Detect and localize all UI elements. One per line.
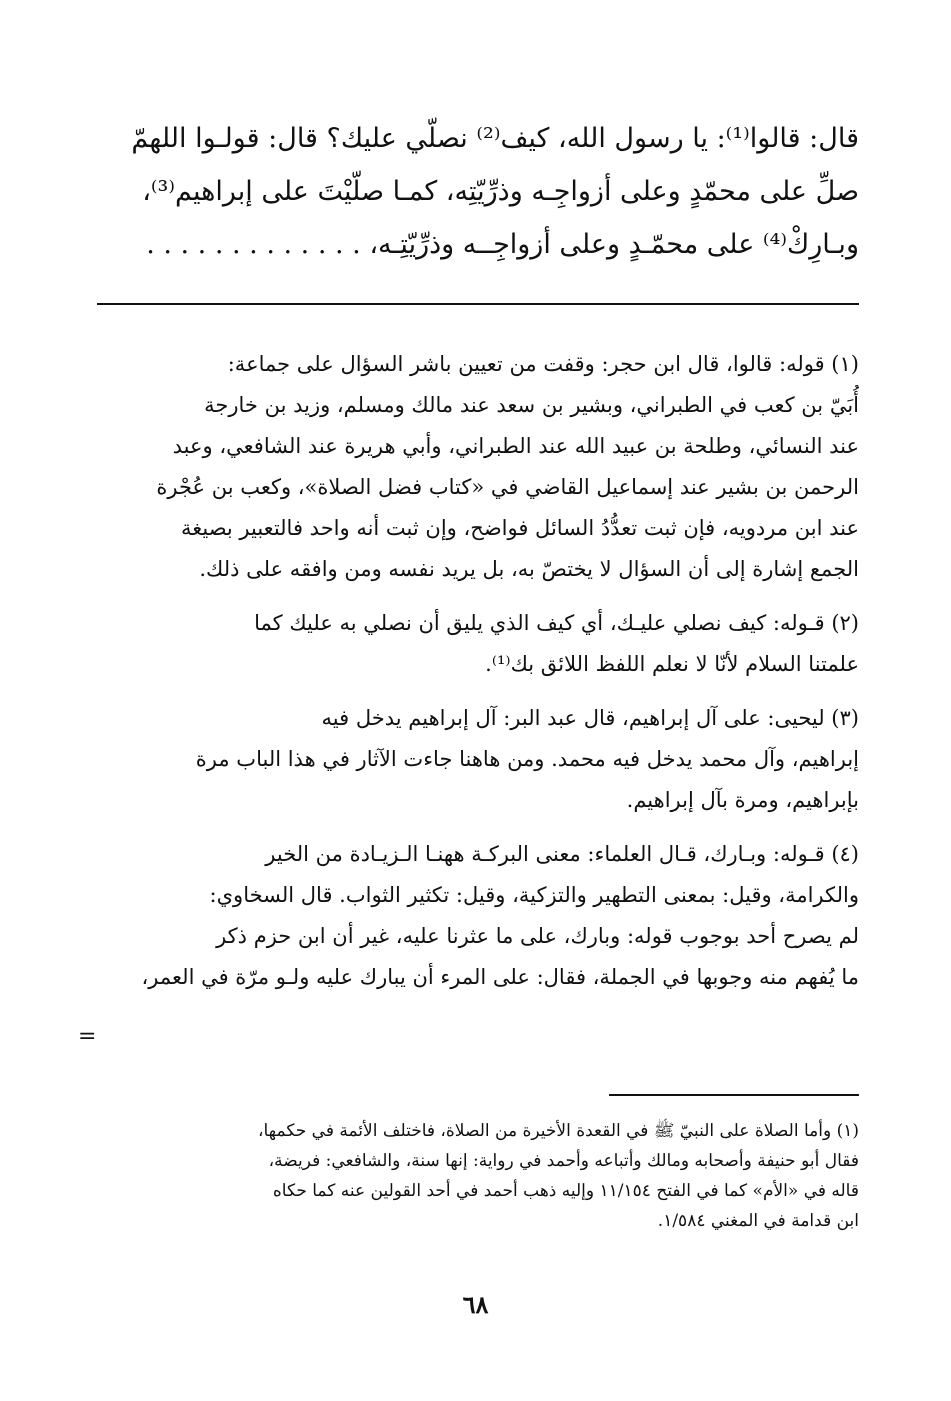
text-line: ما يُفهم منه وجوبها في الجملة، فقال: على المرء أن يبارك عليه ولـو مرّة في العمر، bbox=[141, 965, 859, 989]
text-line: أُبَيّ بن كعب في الطبراني، وبشير بن سعد عند مالك ومسلم، وزيد بن خارجة bbox=[204, 393, 859, 417]
text-line: (٣) ليحيى: على آل إبراهيم، قال عبد البر: آل إبراهيم يدخل فيه bbox=[321, 706, 859, 730]
commentary-note-2 bbox=[104, 603, 859, 685]
text-line: علمتنا السلام لأنّا لا نعلم اللفظ اللائق بك⁽¹⁾. bbox=[485, 652, 859, 676]
text-line: إبراهيم، وآل محمد يدخل فيه محمد. ومن هاهنا جاءت الآثار في هذا الباب مرة bbox=[195, 747, 859, 771]
page-number: ٦٨ bbox=[462, 1290, 489, 1319]
continuation-mark: = bbox=[78, 1024, 97, 1049]
text-line: (١) قوله: قالوا، قال ابن حجر: وقفت من تعيين باشر السؤال على جماعة: bbox=[227, 352, 859, 376]
footnote-divider bbox=[609, 1094, 859, 1096]
text-line: قال: قالوا⁽¹⁾: يا رسول الله، كيف⁽²⁾ نصلّي عليك؟ قال: قولـوا اللهمّ bbox=[131, 123, 859, 154]
text-line: وبـارِكْ⁽⁴⁾ على محمّـدٍ وعلى أزواجِــه وذرِّيّتِـه، . . . . . . . . . . . . . bbox=[146, 229, 859, 260]
section-divider bbox=[97, 303, 859, 305]
text-line: لم يصرح أحد بوجوب قوله: وبارك، على ما عثرنا عليه، غير أن ابن حزم ذكر bbox=[216, 924, 859, 948]
text-line: (٤) قـوله: وبـارك، قـال العلماء: معنى البركـة ههنـا الـزيـادة من الخير bbox=[265, 842, 859, 866]
footnote-line: فقال أبو حنيفة وأصحابه ومالك وأتباعه وأحمد في رواية: إنها سنة، والشافعي: فريضة، bbox=[268, 1151, 859, 1171]
text-line: (٢) قـوله: كيف نصلي عليـك، أي كيف الذي يليق أن نصلي به عليك كما bbox=[254, 611, 859, 635]
commentary-note-1 bbox=[104, 344, 859, 590]
text-line: الرحمن بن بشير عند إسماعيل القاضي في «كتاب فضل الصلاة»، وكعب بن عُجْرة bbox=[156, 475, 859, 499]
footnote bbox=[104, 1116, 859, 1236]
text-line: بإبراهيم، ومرة بآل إبراهيم. bbox=[626, 788, 859, 812]
footnote-line: ابن قدامة في المغني ١/٥٨٤. bbox=[657, 1211, 859, 1231]
commentary-notes bbox=[104, 344, 859, 1011]
text-line: صلِّ على محمّدٍ وعلى أزواجِـه وذرِّيّتِه، كمـا صلّيْتَ على إبراهيم⁽³⁾، bbox=[142, 176, 859, 207]
text-line: الجمع إشارة إلى أن السؤال لا يختصّ به، بل يريد نفسه ومن وافقه على ذلك. bbox=[199, 557, 859, 581]
main-hadith-text bbox=[104, 112, 859, 271]
footnote-line: قاله في «الأم» كما في الفتح ١١/١٥٤ وإليه ذهب أحمد في أحد القولين عنه كما حكاه bbox=[272, 1181, 859, 1201]
commentary-note-4 bbox=[104, 834, 859, 998]
commentary-note-3 bbox=[104, 698, 859, 821]
text-line: عند النسائي، وطلحة بن عبيد الله عند الطبراني، وأبي هريرة عند الشافعي، وعبد bbox=[172, 434, 859, 458]
text-line: والكرامة، وقيل: بمعنى التطهير والتزكية، وقيل: تكثير الثواب. قال السخاوي: bbox=[209, 883, 859, 907]
footnote-line: (١) وأما الصلاة على النبيّ ﷺ في القعدة الأخيرة من الصلاة، فاختلف الأئمة في حكمها، bbox=[258, 1121, 859, 1141]
text-line: عند ابن مردويه، فإن ثبت تعدُّدُ السائل فواضح، وإن ثبت أنه واحد فالتعبير بصيغة bbox=[180, 516, 859, 540]
